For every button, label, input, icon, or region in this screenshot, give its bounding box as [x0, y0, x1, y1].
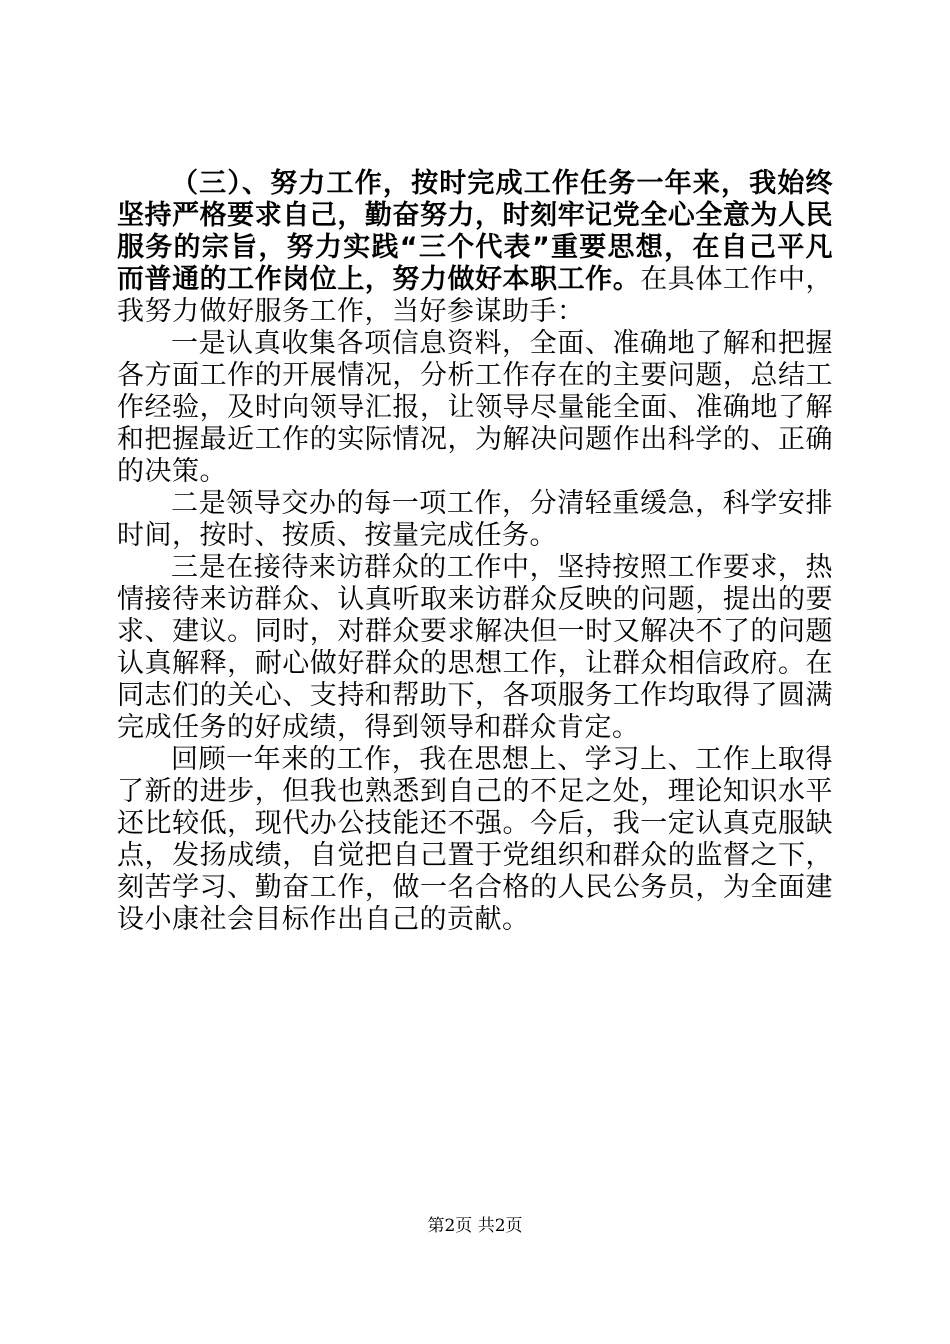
page-footer — [0, 1215, 950, 1237]
document-body — [117, 168, 833, 936]
paragraph-text: 二是领导交办的每一项工作，分清轻重缓急，科学安排时间，按时、按质、按量完成任务。 — [117, 488, 833, 551]
paragraph-bold-lead: （三）、努力工作，按时完成工作任务一年来，我始终坚持严格要求自己，勤奋努力，时刻牢记党全心全意为人民服务的宗旨，努力实践“三个代表”重要思想，在自己平凡而普通的工作岗位上，努力做好本职工作。 — [117, 168, 833, 295]
page-number-label: 第2页 共2页 — [427, 1216, 523, 1236]
paragraph-text: 回顾一年来的工作，我在思想上、学习上、工作上取得了新的进步，但我也熟悉到自己的不足之处，理论知识水平还比较低，现代办公技能还不强。今后，我一定认真克服缺点，发扬成绩，自觉把自己置于党组织和群众的监督之下，刻苦学习、勤奋工作，做一名合格的人民公务员，为全面建设小康社会目标作出自己的贡献。 — [117, 744, 833, 935]
paragraph-item-two — [117, 488, 833, 552]
paragraph-section-three — [117, 168, 833, 328]
paragraph-text: 在具体工作中，我努力做好服务工作，当好参谋助手： — [117, 264, 834, 327]
paragraph-text: 三是在接待来访群众的工作中，坚持按照工作要求，热情接待来访群众、认真听取来访群众反映的问题，提出的要求、建议。同时，对群众要求解决但一时又解决不了的问题认真解释，耐心做好群众的思想工作，让群众相信政府。在同志们的关心、支持和帮助下，各项服务工作均取得了圆满完成任务的好成绩，得到领导和群众肯定。 — [117, 552, 833, 743]
paragraph-review — [117, 744, 833, 936]
paragraph-text: 一是认真收集各项信息资料，全面、准确地了解和把握各方面工作的开展情况，分析工作存在的主要问题，总结工作经验，及时向领导汇报，让领导尽量能全面、准确地了解和把握最近工作的实际情况，为解决问题作出科学的、正确的决策。 — [117, 328, 833, 487]
paragraph-item-one — [117, 328, 833, 488]
paragraph-item-three — [117, 552, 833, 744]
